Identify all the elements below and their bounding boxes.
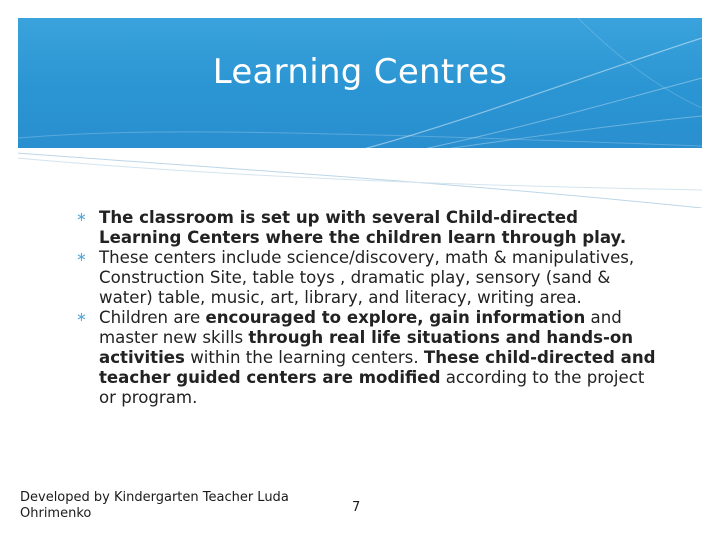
bullet-item <box>76 308 666 408</box>
bullet-text-run: according to the project or program. <box>99 368 645 407</box>
bullet-text-run: Children are <box>99 308 206 327</box>
bullet-text-run: and master new skills <box>99 308 622 347</box>
bullet-text-run: through real life situations and hands-on activities <box>99 328 634 367</box>
bullet-marker-icon: ∗ <box>76 250 87 265</box>
slide-title: Learning Centres <box>212 52 508 92</box>
bullet-text-run: within the learning centers. <box>184 348 424 367</box>
page-number: 7 <box>352 500 361 515</box>
bullet-item <box>76 248 666 308</box>
bullet-text-run: The classroom is set up with several Child-directed Learning Centers where the children learn through play. <box>99 208 627 247</box>
bullet-marker-icon: ∗ <box>76 310 87 325</box>
bullet-marker-icon: ∗ <box>76 210 87 225</box>
footer-author: Developed by Kindergarten Teacher Luda Ohrimenko <box>20 490 289 521</box>
bullet-text-run: encouraged to explore, gain information <box>205 308 586 327</box>
bullet-text-run: These centers include science/discovery, math & manipulatives, Construction Site, table toys , dramatic play, sensory (sand & water) table, music, art, library, and literacy, writing area. <box>99 248 635 307</box>
bullet-list <box>76 208 666 408</box>
bullet-text-run: These child-directed and teacher guided centers are modified <box>99 348 656 387</box>
bullet-item <box>76 208 666 248</box>
